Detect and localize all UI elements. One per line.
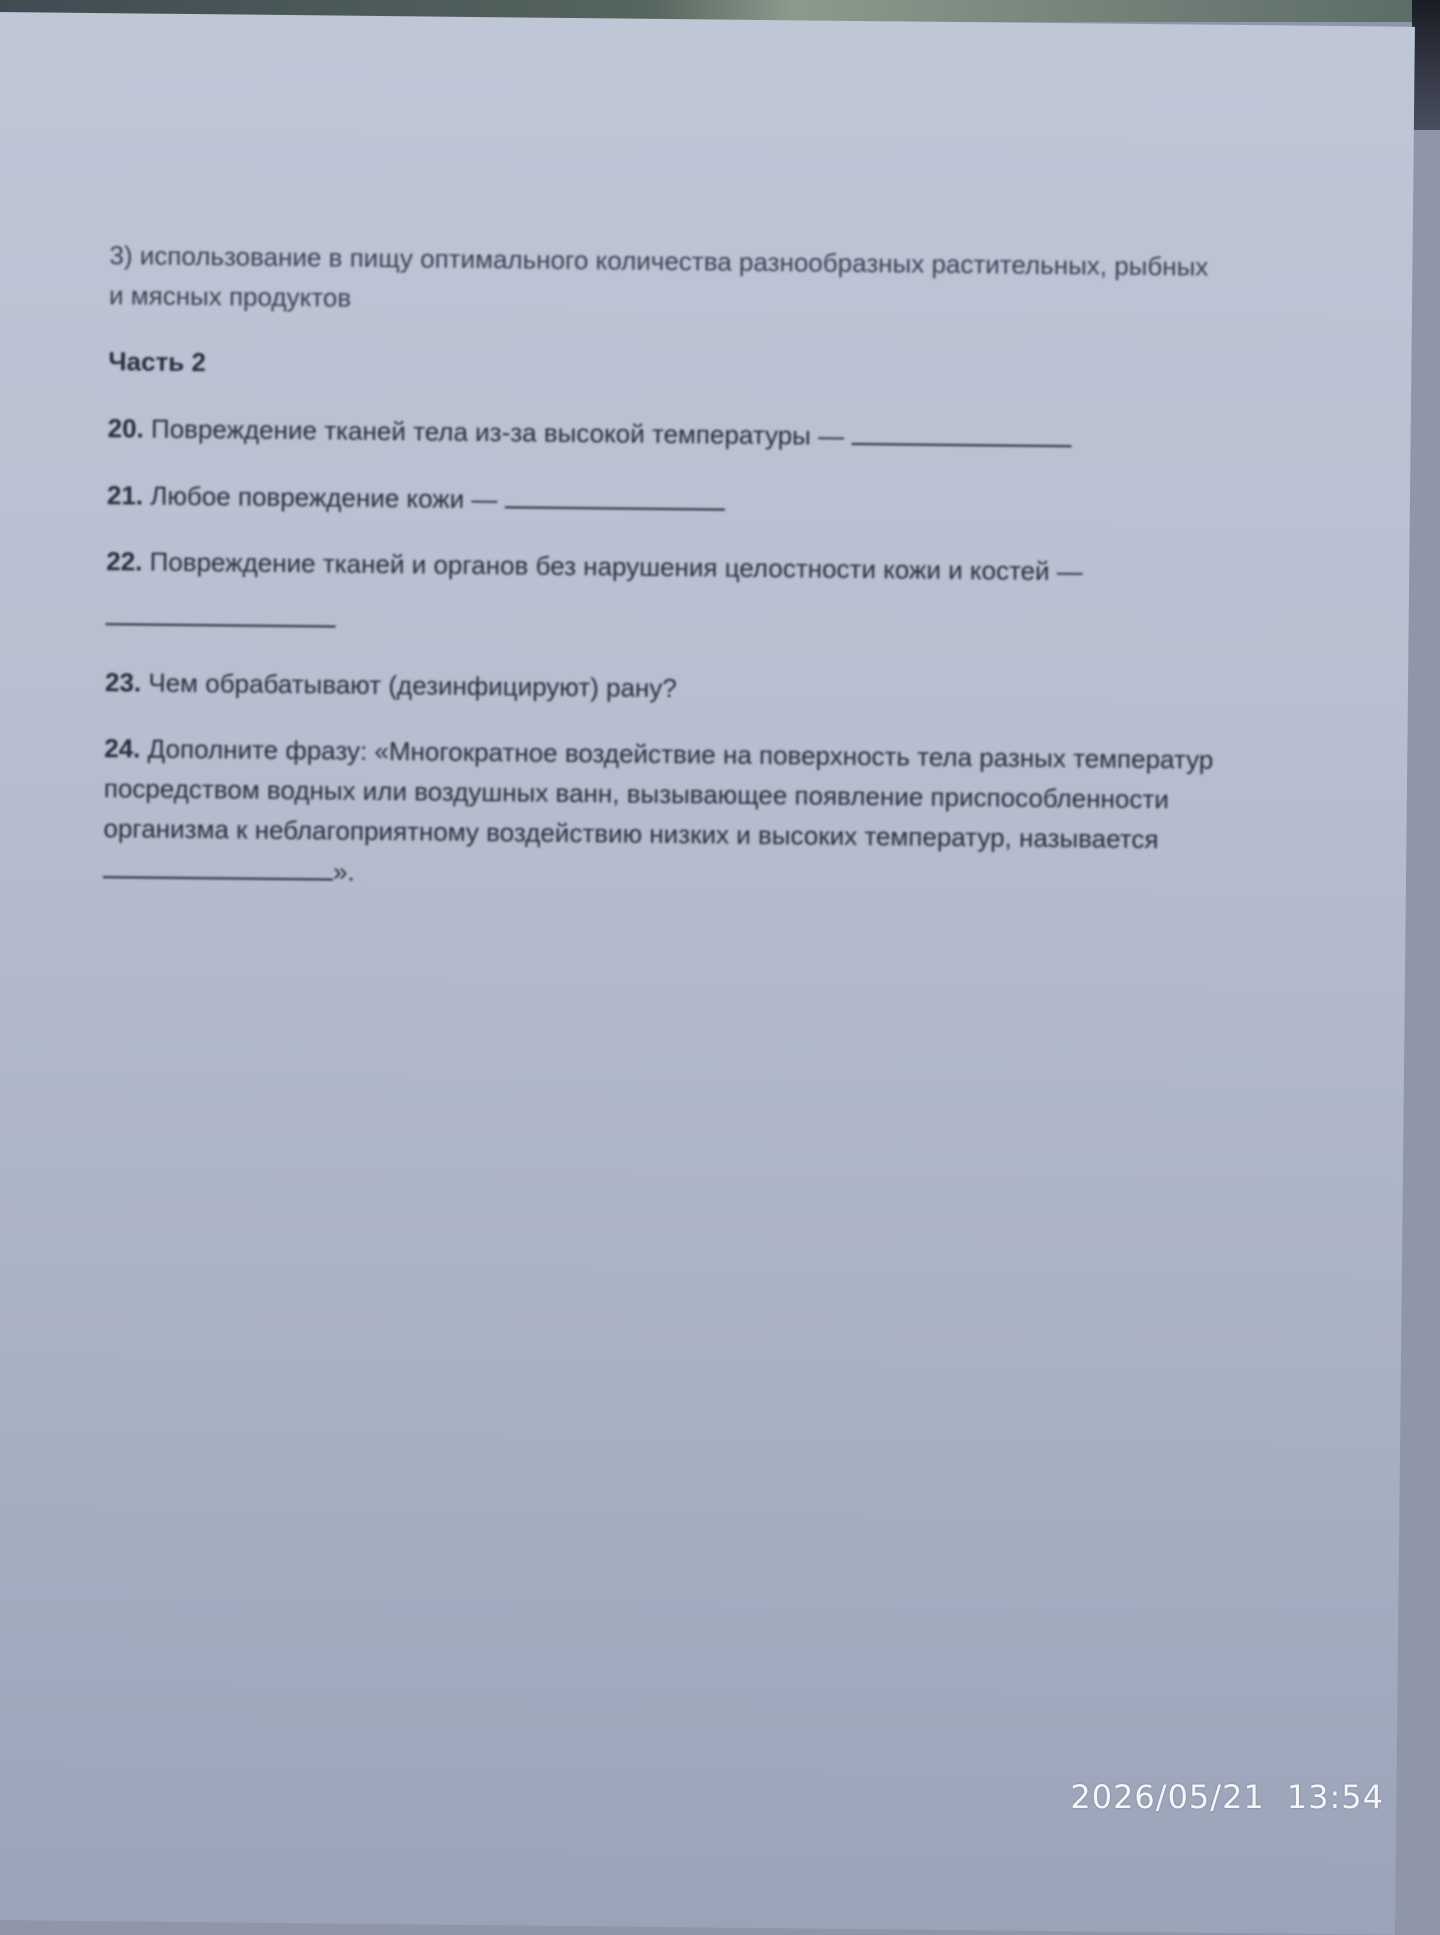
- question-number: 24.: [104, 733, 141, 764]
- question-text: Чем обрабатывают (дезинфицируют) рану?: [148, 667, 677, 704]
- answer-blank: [505, 478, 725, 510]
- question-22-answer-line: [105, 595, 1335, 649]
- question-22: [106, 541, 1336, 594]
- timestamp-date: 2026/05/21: [1070, 1778, 1265, 1816]
- answer-blank: [851, 415, 1071, 447]
- question-text: Любое повреждение кожи —: [150, 480, 498, 515]
- question-24-line-2: посредством водных или воздушных ванн, вызывающее появление приспособленности: [103, 773, 1169, 815]
- question-number: 21.: [106, 480, 144, 511]
- question-text-line-1: Дополните фразу: «Многократное воздействие на поверхность тела разных температур: [147, 733, 1214, 775]
- continuation-line-2: и мясных продуктов: [108, 280, 352, 313]
- continuation-line-1: 3) использование в пищу оптимального количества разнообразных растительных, рыбных: [109, 240, 1209, 282]
- question-24-line-3: организма к неблагоприятному воздействию низких и высоких температур, называется: [103, 813, 1159, 855]
- paper-sheet: [0, 12, 1415, 1935]
- question-number: 22.: [106, 546, 143, 577]
- question-number: 23.: [104, 667, 142, 698]
- part-heading: Часть 2: [108, 346, 207, 378]
- answer-blank: [106, 595, 336, 627]
- question-20: [107, 407, 1337, 461]
- question-text: Повреждение тканей и органов без нарушения целостности кожи и костей —: [149, 546, 1083, 587]
- question-21: [107, 474, 1337, 528]
- question-ending: ».: [332, 856, 355, 887]
- background-right-edge: [1412, 0, 1440, 130]
- answer-blank: [103, 848, 333, 880]
- question-23: [105, 662, 1335, 715]
- camera-timestamp: [1070, 1778, 1384, 1816]
- question-text: Повреждение тканей тела из-за высокой температуры —: [150, 413, 845, 451]
- timestamp-time: 13:54: [1286, 1778, 1384, 1816]
- document-content: [103, 235, 1340, 902]
- question-number: 20.: [107, 413, 144, 444]
